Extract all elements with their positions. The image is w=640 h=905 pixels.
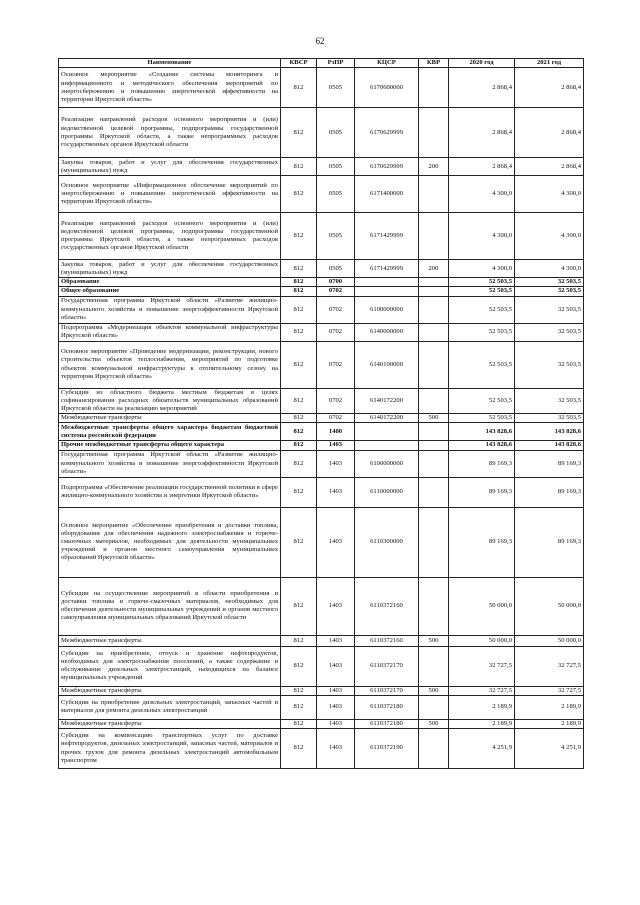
row-kvsr: 812 [281, 450, 317, 477]
row-kvr [419, 287, 449, 296]
row-2021: 2 189,9 [515, 719, 584, 728]
row-2021: 32 503,5 [515, 388, 584, 414]
row-kvr [419, 423, 449, 441]
row-kcsr: 6110372160 [355, 577, 419, 635]
row-2020: 52 503,5 [449, 341, 515, 388]
row-name: Основное мероприятие «Создание системы мониторинга и информационного и методического обеспечения мероприятий по энергосбережению и повышению энергетической эффективности на территории Иркутской области» [59, 68, 281, 108]
row-kvsr: 812 [281, 423, 317, 441]
row-rzpr: 1403 [317, 695, 355, 719]
header-kvr: КВР [419, 59, 449, 68]
row-kvr [419, 108, 449, 158]
row-2021: 2 868,4 [515, 68, 584, 108]
row-name: Закупка товаров, работ и услуг для обеспечения государственных (муниципальных) нужд [59, 260, 281, 278]
row-name: Государственная программа Иркутской области «Развитие жилищно-коммунального хозяйства и повышение энергоэффективности Иркутской области» [59, 296, 281, 323]
row-name: Подпрограмма «Обеспечение реализации государственной политики в сфере жилищно-коммунального хозяйства и энергетики Иркутской области» [59, 477, 281, 507]
table-row [59, 323, 584, 341]
row-rzpr: 0702 [317, 296, 355, 323]
row-kcsr: 6110372170 [355, 646, 419, 686]
row-2020: 2 868,4 [449, 68, 515, 108]
row-rzpr: 0505 [317, 68, 355, 108]
row-2021: 32 503,5 [515, 296, 584, 323]
row-2021: 32 503,5 [515, 341, 584, 388]
row-name: Межбюджетные трансферты [59, 719, 281, 728]
row-2020: 52 503,5 [449, 388, 515, 414]
row-2020: 52 503,5 [449, 414, 515, 423]
table-row [59, 450, 584, 477]
row-rzpr: 0505 [317, 158, 355, 176]
row-2020: 2 868,4 [449, 108, 515, 158]
row-kcsr: 6100000000 [355, 450, 419, 477]
budget-table [58, 58, 584, 769]
row-kcsr: 6110300000 [355, 507, 419, 577]
row-rzpr: 1403 [317, 635, 355, 646]
row-rzpr: 0702 [317, 388, 355, 414]
row-name: Основное мероприятие «Информационное обеспечение мероприятий по энергосбережению и повышению энергетической эффективности на территории Иркутской области» [59, 176, 281, 213]
row-2020: 89 169,3 [449, 477, 515, 507]
table-row [59, 414, 584, 423]
row-kvsr: 812 [281, 260, 317, 278]
row-2021: 143 828,6 [515, 441, 584, 450]
table-row [59, 729, 584, 769]
table-row [59, 477, 584, 507]
row-kvr: 500 [419, 635, 449, 646]
row-rzpr: 0505 [317, 260, 355, 278]
table-row [59, 68, 584, 108]
row-2020: 4 300,0 [449, 260, 515, 278]
row-name: Субсидии на компенсацию транспортных услуг по доставке нефтепродуктов, дизельных электростанций, запасных частей, материалов и прочих грузов для ремонта дизельных электростанций автомобильным транспортом [59, 729, 281, 769]
table-row [59, 441, 584, 450]
header-2021: 2021 год [515, 59, 584, 68]
row-2021: 2 868,4 [515, 108, 584, 158]
row-kvsr: 812 [281, 108, 317, 158]
row-kvr [419, 507, 449, 577]
row-kvsr: 812 [281, 729, 317, 769]
row-kcsr: 6171429999 [355, 213, 419, 260]
row-kcsr [355, 278, 419, 287]
row-kcsr: 6110372170 [355, 686, 419, 695]
row-name: Общее образование [59, 287, 281, 296]
table-row [59, 260, 584, 278]
table-row [59, 341, 584, 388]
row-2021: 89 169,3 [515, 477, 584, 507]
row-2021: 4 300,0 [515, 213, 584, 260]
row-kvsr: 812 [281, 158, 317, 176]
row-kcsr: 6100000000 [355, 296, 419, 323]
row-kvr: 500 [419, 686, 449, 695]
header-2020: 2020 год [449, 59, 515, 68]
row-kvr [419, 729, 449, 769]
row-2021: 89 169,3 [515, 507, 584, 577]
row-2021: 4 251,9 [515, 729, 584, 769]
row-name: Образование [59, 278, 281, 287]
row-2021: 4 300,0 [515, 176, 584, 213]
row-2020: 4 300,0 [449, 176, 515, 213]
row-2020: 4 251,9 [449, 729, 515, 769]
row-name: Межбюджетные трансферты [59, 635, 281, 646]
row-kvr [419, 646, 449, 686]
row-name: Субсидии из областного бюджета местным бюджетам в целях софинансирования расходных обязательств муниципальных образований Иркутской области на реализацию мероприятий [59, 388, 281, 414]
row-2020: 52 503,5 [449, 296, 515, 323]
table-row [59, 577, 584, 635]
row-2020: 52 503,5 [449, 278, 515, 287]
row-rzpr: 0505 [317, 108, 355, 158]
row-kvr: 200 [419, 260, 449, 278]
row-kvsr: 812 [281, 695, 317, 719]
row-2020: 52 503,5 [449, 323, 515, 341]
row-rzpr: 1403 [317, 441, 355, 450]
table-row [59, 158, 584, 176]
row-kvsr: 812 [281, 507, 317, 577]
row-name: Прочие межбюджетные трансферты общего характера [59, 441, 281, 450]
row-kcsr: 6140000000 [355, 323, 419, 341]
table-row [59, 686, 584, 695]
row-kcsr: 6171400000 [355, 176, 419, 213]
row-kvsr: 812 [281, 441, 317, 450]
row-kcsr: 6170600000 [355, 68, 419, 108]
row-kvsr: 812 [281, 686, 317, 695]
row-rzpr: 0702 [317, 287, 355, 296]
row-2020: 89 169,3 [449, 450, 515, 477]
row-2021: 32 727,5 [515, 646, 584, 686]
row-rzpr: 1403 [317, 507, 355, 577]
row-2020: 143 828,6 [449, 423, 515, 441]
row-kvr [419, 341, 449, 388]
row-kvr [419, 450, 449, 477]
row-2020: 2 189,9 [449, 719, 515, 728]
row-2021: 2 189,9 [515, 695, 584, 719]
row-kvsr: 812 [281, 278, 317, 287]
row-kvsr: 812 [281, 323, 317, 341]
row-name: Субсидии на приобретение, отпуск и хранение нефтепродуктов, необходимых для электроснабжения поселений, а также содержание и обслуживание дизельных электростанций, находящихся на балансе муниципальных учреждений [59, 646, 281, 686]
row-rzpr: 1403 [317, 729, 355, 769]
row-rzpr: 1403 [317, 646, 355, 686]
row-rzpr: 0702 [317, 341, 355, 388]
row-2021: 4 300,0 [515, 260, 584, 278]
row-2020: 4 300,0 [449, 213, 515, 260]
row-name: Реализация направлений расходов основного мероприятия и (или) ведомственной целевой программы, подпрограммы государственной программы Иркутской области, а также непрограммных расходов государственных органов Иркутской области [59, 108, 281, 158]
row-kcsr: 6110372180 [355, 695, 419, 719]
row-kcsr: 6140172200 [355, 414, 419, 423]
row-2020: 143 828,6 [449, 441, 515, 450]
row-name: Реализация направлений расходов основного мероприятия и (или) ведомственной целевой программы, подпрограммы государственной программы Иркутской области, а также непрограммных расходов государственных органов Иркутской области [59, 213, 281, 260]
row-kvr [419, 68, 449, 108]
row-2020: 50 000,0 [449, 577, 515, 635]
row-kvr [419, 213, 449, 260]
row-2020: 89 169,3 [449, 507, 515, 577]
row-name: Государственная программа Иркутской области «Развитие жилищно-коммунального хозяйства и повышение энергоэффективности Иркутской области» [59, 450, 281, 477]
row-2020: 50 000,0 [449, 635, 515, 646]
row-kvsr: 812 [281, 213, 317, 260]
row-rzpr: 0702 [317, 323, 355, 341]
table-row [59, 278, 584, 287]
row-name: Субсидии на осуществление мероприятий в области приобретения и доставки топлива и горюче-смазочных материалов, необходимых для обеспечения деятельности муниципальных учреждений и органов местного самоуправления муниципальных образований Иркутской области [59, 577, 281, 635]
row-2021: 50 000,0 [515, 635, 584, 646]
table-row [59, 646, 584, 686]
row-kcsr: 6171429999 [355, 260, 419, 278]
table-row [59, 287, 584, 296]
row-2020: 2 868,4 [449, 158, 515, 176]
row-2021: 32 503,5 [515, 287, 584, 296]
row-2020: 2 189,9 [449, 695, 515, 719]
row-kvsr: 812 [281, 68, 317, 108]
row-name: Межбюджетные трансферты общего характера бюджетам бюджетной системы российской федерации [59, 423, 281, 441]
row-kcsr: 6110000000 [355, 477, 419, 507]
row-2020: 32 727,5 [449, 686, 515, 695]
row-kvsr: 812 [281, 176, 317, 213]
row-rzpr: 0505 [317, 213, 355, 260]
page-number: 62 [315, 36, 325, 46]
row-kcsr: 6170629999 [355, 158, 419, 176]
row-kcsr: 6140172200 [355, 388, 419, 414]
row-rzpr: 0505 [317, 176, 355, 213]
header-kcsr: КЦСР [355, 59, 419, 68]
row-kcsr: 6110372190 [355, 729, 419, 769]
header-name: Наименование [59, 59, 281, 68]
row-rzpr: 0702 [317, 414, 355, 423]
table-row [59, 507, 584, 577]
row-kvr [419, 323, 449, 341]
table-body [59, 68, 584, 769]
row-kvsr: 812 [281, 646, 317, 686]
row-kcsr: 6140100000 [355, 341, 419, 388]
header-kvsr: КВСР [281, 59, 317, 68]
row-2021: 2 868,4 [515, 158, 584, 176]
row-rzpr: 1403 [317, 686, 355, 695]
row-2021: 50 000,0 [515, 577, 584, 635]
row-kvsr: 812 [281, 635, 317, 646]
table-row [59, 695, 584, 719]
row-kcsr [355, 423, 419, 441]
row-name: Субсидии на приобретение дизельных электростанций, запасных частей и материалов для ремонта дизельных электростанций [59, 695, 281, 719]
row-kvsr: 812 [281, 577, 317, 635]
row-kcsr: 6170629999 [355, 108, 419, 158]
row-name: Подпрограмма «Модернизация объектов коммунальной инфраструктуры Иркутской области» [59, 323, 281, 341]
row-kvr [419, 695, 449, 719]
table-row [59, 108, 584, 158]
row-kvsr: 812 [281, 388, 317, 414]
row-kvr [419, 388, 449, 414]
row-2020: 32 727,5 [449, 646, 515, 686]
row-kvsr: 812 [281, 287, 317, 296]
table-row [59, 213, 584, 260]
row-kvsr: 812 [281, 341, 317, 388]
row-rzpr: 0700 [317, 278, 355, 287]
row-kvsr: 812 [281, 477, 317, 507]
table-row [59, 176, 584, 213]
row-name: Основное мероприятие «Обеспечение приобретения и доставки топлива, оборудования для обеспечения надежного электроснабжения и горюче-смазочных материалов, необходимых для деятельности муниципальных учреждений и органов местного самоуправления муниципальных образований Иркутской области» [59, 507, 281, 577]
table-row [59, 635, 584, 646]
row-name: Межбюджетные трансферты [59, 686, 281, 695]
row-rzpr: 1403 [317, 719, 355, 728]
row-kvr [419, 176, 449, 213]
row-2021: 89 169,3 [515, 450, 584, 477]
row-kvr [419, 278, 449, 287]
row-kvsr: 812 [281, 414, 317, 423]
row-kvsr: 812 [281, 296, 317, 323]
row-kcsr: 6110372160 [355, 635, 419, 646]
row-kvr [419, 296, 449, 323]
row-name: Основное мероприятие «Проведение модернизации, реконструкции, нового строительства объектов теплоснабжения, мероприятий по подготовке объектов коммунальной инфраструктуры к отопительному сезону на территории Иркутской области» [59, 341, 281, 388]
row-kvsr: 812 [281, 719, 317, 728]
row-2021: 32 503,5 [515, 278, 584, 287]
row-kcsr: 6110372180 [355, 719, 419, 728]
row-2020: 52 503,5 [449, 287, 515, 296]
row-2021: 32 503,5 [515, 323, 584, 341]
row-kvr: 500 [419, 414, 449, 423]
row-kvr [419, 477, 449, 507]
row-2021: 32 727,5 [515, 686, 584, 695]
row-rzpr: 1403 [317, 450, 355, 477]
row-kvr: 500 [419, 719, 449, 728]
row-kcsr [355, 441, 419, 450]
row-name: Закупка товаров, работ и услуг для обеспечения государственных (муниципальных) нужд [59, 158, 281, 176]
row-rzpr: 1403 [317, 577, 355, 635]
row-kcsr [355, 287, 419, 296]
table-header-row [59, 59, 584, 68]
row-rzpr: 1400 [317, 423, 355, 441]
table-row [59, 719, 584, 728]
row-kvr: 200 [419, 158, 449, 176]
row-kvr [419, 441, 449, 450]
header-rzpr: РзПР [317, 59, 355, 68]
row-2021: 32 503,5 [515, 414, 584, 423]
table-row [59, 423, 584, 441]
row-name: Межбюджетные трансферты [59, 414, 281, 423]
row-rzpr: 1403 [317, 477, 355, 507]
table-row [59, 296, 584, 323]
row-kvr [419, 577, 449, 635]
table-row [59, 388, 584, 414]
row-2021: 143 828,6 [515, 423, 584, 441]
